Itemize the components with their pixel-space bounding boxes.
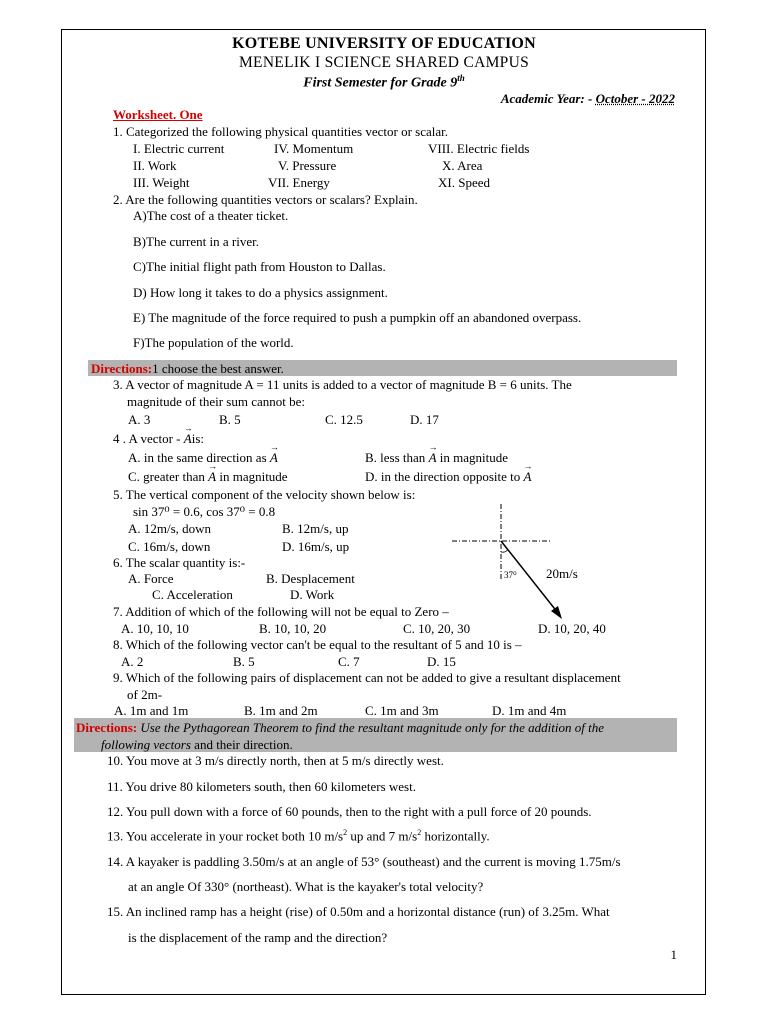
q1-item: IV. Momentum [274,141,354,156]
q2-part: D) How long it takes to do a physics assignment. [133,285,388,300]
q13 [107,829,490,842]
q4-stem-a: 4 . A vector - [113,431,184,446]
q8-option: D. 15 [427,654,456,669]
q10: 10. You move at 3 m/s directly north, then at 5 m/s directly west. [107,753,444,768]
q4-stem [113,432,204,445]
directions-2-text2-plain: and their direction. [190,737,293,752]
q3-option: A. 3 [128,412,151,427]
q9-stem-line2: of 2m- [127,687,163,702]
q8-option: C. 7 [338,654,360,669]
vector-a-symbol: → A [429,451,437,464]
q2-part: F)The population of the world. [133,335,294,350]
academic-year [501,92,675,105]
q13-a: 13. You accelerate in your rocket both 10 m/s [107,828,344,844]
q7-option: A. 10, 10, 10 [121,621,189,636]
q13-sup1: 2 [343,828,348,837]
q15-line2: is the displacement of the ramp and the direction? [128,930,388,945]
directions-2-label: Directions: [76,720,138,735]
q8-stem: 8. Which of the following vector can't be equal to the resultant of 5 and 10 is – [113,637,522,652]
q4-option-c [128,470,288,483]
q1-item: V. Pressure [278,158,337,173]
q9-option: B. 1m and 2m [244,703,318,718]
q4-option-a [128,451,278,464]
q1-item: VIII. Electric fields [428,141,530,156]
q14-line2: at an angle Of 330° (northeast). What is the kayaker's total velocity? [128,879,484,894]
q13-b: up and 7 m/s [347,828,418,844]
q5-option: A. 12m/s, down [128,521,212,536]
q9-option: A. 1m and 1m [114,703,189,718]
q1-stem: 1. Categorized the following physical quantities vector or scalar. [113,124,449,139]
velocity-diagram [450,500,610,625]
arrowhead-icon [551,606,562,619]
q2-part: E) The magnitude of the force required to push a pumpkin off an abandoned overpass. [133,310,582,325]
q3-option: B. 5 [219,412,241,427]
page-number: 1 [670,947,677,962]
angle-label: 37⁰ [504,570,517,580]
directions-2-line2 [101,738,293,751]
vector-a-symbol: → A [270,451,278,464]
q9-stem-line1: 9. Which of the following pairs of displacement can not be added to give a resultant displacement [113,670,621,685]
q6-option: B. Desplacement [266,571,355,586]
q13-sup2: 2 [417,828,422,837]
directions-2-text1: Use the Pythagorean Theorem to find the resultant magnitude only for the addition of the [137,720,604,735]
q4-option-d [365,470,531,483]
q1-item: III. Weight [133,175,190,190]
q6-option: A. Force [128,571,174,586]
q8-option: A. 2 [121,654,144,669]
q3-option: C. 12.5 [325,412,363,427]
q5-option: C. 16m/s, down [128,539,211,554]
q5-option: D. 16m/s, up [282,539,350,554]
q7-option: B. 10, 10, 20 [259,621,327,636]
q6-option: D. Work [290,587,335,602]
semester-line [0,74,768,91]
q9-option: C. 1m and 3m [365,703,439,718]
q7-option: C. 10, 20, 30 [403,621,471,636]
directions-1-label: Directions: [91,361,153,376]
campus-title: MENELIK I SCIENCE SHARED CAMPUS [238,54,530,71]
q2-stem: 2. Are the following quantities vectors or scalars? Explain. [113,192,418,207]
q4-opt-c-tail: in magnitude [216,469,288,484]
q5-stem: 5. The vertical component of the velocity shown below is: [113,487,416,502]
vector-a-symbol: → A [208,470,216,483]
q4-opt-b-text: B. less than [365,450,429,465]
q1-item: II. Work [133,158,177,173]
worksheet-label: Worksheet. One [113,107,203,122]
q15-line1: 15. An inclined ramp has a height (rise) of 0.50m and a horizontal distance (run) of 3.25m. What [107,904,610,919]
q5-option: B. 12m/s, up [282,521,349,536]
q12: 12. You pull down with a force of 60 pounds, then to the right with a pull force of 20 pounds. [107,804,592,819]
q4-option-b [365,451,508,464]
q3-stem-line1: 3. A vector of magnitude A = 11 units is added to a vector of magnitude B = 6 units. The [113,377,572,392]
q1-item: XI. Speed [438,175,490,190]
q4-stem-b: is: [191,431,205,446]
university-title: KOTEBE UNIVERSITY OF EDUCATION [232,35,536,52]
directions-2-line1 [76,721,604,734]
q8-option: B. 5 [233,654,255,669]
q2-part: C)The initial flight path from Houston to Dallas. [133,259,386,274]
academic-year-label: Academic Year: - [500,91,596,106]
q1-item: VII. Energy [268,175,330,190]
q5-given: sin 37⁰ = 0.6, cos 37⁰ = 0.8 [133,504,276,519]
q4-opt-a-text: A. in the same direction as [128,450,270,465]
q2-part: B)The current in a river. [133,234,259,249]
q7-option: D. 10, 20, 40 [538,621,606,636]
q3-stem-line2: magnitude of their sum cannot be: [127,394,305,409]
q1-item: I. Electric current [133,141,225,156]
academic-year-value: October - 2022 [595,91,675,106]
q13-c: horizontally. [421,828,490,844]
q14-line1: 14. A kayaker is paddling 3.50m/s at an angle of 53° (southeast) and the current is moving 1.75m/s [107,854,621,869]
q4-opt-d-text: D. in the direction opposite to [365,469,524,484]
speed-label: 20m/s [546,566,578,581]
q11: 11. You drive 80 kilometers south, then 60 kilometers west. [107,779,416,794]
directions-1 [91,362,284,375]
q6-stem: 6. The scalar quantity is:- [113,555,246,570]
semester-sup: th [457,73,465,83]
q2-part: A)The cost of a theater ticket. [133,208,289,223]
q1-item: X. Area [442,158,483,173]
directions-1-text: 1 choose the best answer. [152,361,284,376]
q4-opt-b-tail: in magnitude [436,450,509,465]
q4-opt-c-text: C. greater than [128,469,209,484]
semester-text: First Semester for Grade 9 [303,75,458,91]
vector-a-symbol: → A [524,470,532,483]
q3-option: D. 17 [410,412,439,427]
directions-2-text2-italic: following vectors [101,737,191,752]
vector-a-symbol: → A [184,432,192,445]
q7-stem: 7. Addition of which of the following will not be equal to Zero – [113,604,449,619]
q9-option: D. 1m and 4m [492,703,567,718]
q6-option: C. Acceleration [152,587,233,602]
